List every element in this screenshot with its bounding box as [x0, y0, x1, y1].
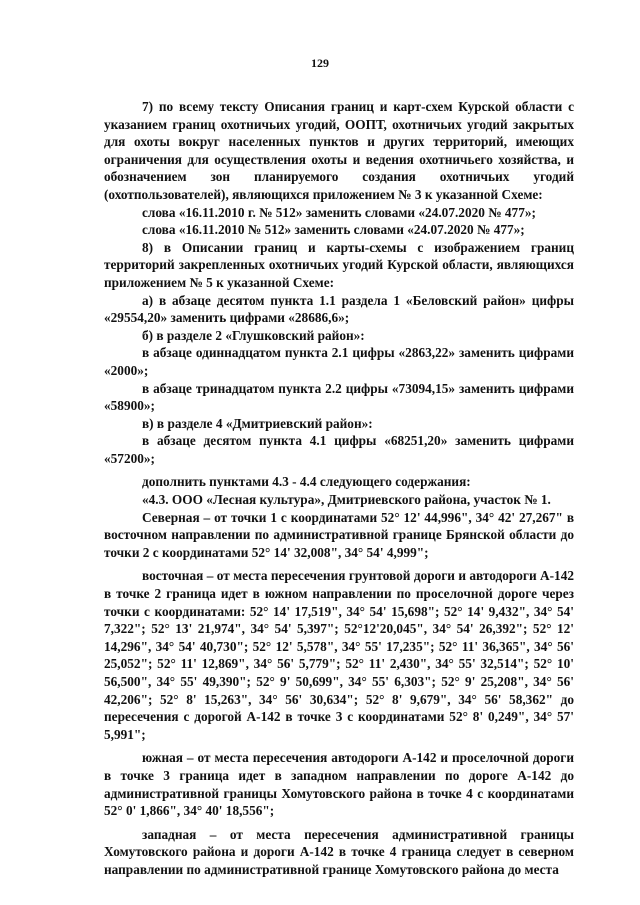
paragraph-item-8: 8) в Описании границ и карты-схемы с изображением границ территорий закрепленных охотничьих угодий Курской области, являющихся приложением № 5 к указанной Схеме: [104, 239, 574, 290]
paragraph-east-boundary: восточная – от места пересечения грунтовой дороги и автодороги А-142 в точке 2 граница идет в южном направлении по проселочной дороге через точки с координатами: 52° 14' 17,519", 34° 54' 15,698"; 52° 14' 9,432", 34° 54' 7,322"; 52° 13' 21,974", 34° 54' 5,397"; 52°12'20,045", 34° 54' 26,392"; 52° 12' 14,296", 34° 54' 40,730"; 52° 12' 5,578", 34° 55' 17,235"; 52° 11' 36,365", 34° 56' 25,052"; 52° 11' 12,869", 34° 56' 5,779"; 52° 11' 2,430", 34° 55' 32,514"; 52° 10' 56,500", 34° 55' 49,390"; 52° 9' 50,699", 34° 55' 6,303"; 52° 9' 25,208", 34° 56' 42,206"; 52° 8' 15,263", 34° 56' 30,634"; 52° 8' 9,679", 34° 56' 58,362" до пересечения с дорогой А-142 в точке 3 с координатами 52° 8' 0,249", 34° 57' 5,991"; [104, 568, 574, 742]
paragraph-replace-words-2: слова «16.11.2010 № 512» заменить словами «24.07.2020 № 477»; [142, 222, 525, 238]
paragraph-subitem-b: б) в разделе 2 «Глушковский район»: [142, 327, 365, 343]
page-number: 129 [311, 56, 329, 70]
paragraph-item-7: 7) по всему тексту Описания границ и карт-схем Курской области с указанием границ охотничьих угодий, ООПТ, охотничьих угодий закрытых для охоты вокруг населенных пунктов и других территорий, имеющих ограничения для осуществления охоты и ведения охотничьего хозяйства, и обозначением зон планируемого создания охотничьих угодий (охотпользователей), являющихся приложением № 3 к указанной Схеме: [104, 99, 574, 202]
paragraph-south-boundary: южная – от места пересечения автодороги А-142 и проселочной дороги в точке 3 граница идет в западном направлении по дороге А-142 до административной границы Хомутовского района в точке 4 с координатами 52° 0' 1,866", 34° 40' 18,556"; [104, 750, 574, 819]
paragraph-subitem-a: а) в абзаце десятом пункта 1.1 раздела 1 «Беловский район» цифры «29554,20» заменить цифрами «28686,6»; [104, 292, 574, 326]
paragraph-dmitriev-4-1: в абзаце десятом пункта 4.1 цифры «68251,20» заменить цифрами «57200»; [104, 433, 574, 466]
paragraph-item-4-3-heading: «4.3. ООО «Лесная культура», Дмитриевского района, участок № 1. [142, 492, 551, 508]
paragraph-glushkovo-2-1: в абзаце одиннадцатом пункта 2.1 цифры «2863,22» заменить цифрами «2000»; [104, 345, 574, 378]
paragraph-glushkovo-2-2: в абзаце тринадцатом пункта 2.2 цифры «73094,15» заменить цифрами «58900»; [104, 380, 574, 414]
paragraph-replace-words-1: слова «16.11.2010 г. № 512» заменить словами «24.07.2020 № 477»; [142, 204, 536, 220]
paragraph-add-items: дополнить пунктами 4.3 - 4.4 следующего содержания: [142, 474, 471, 490]
paragraph-north-boundary: Северная – от точки 1 с координатами 52° 12' 44,996", 34° 42' 27,267" в восточном направлении по административной границе Брянской области до точки 2 с координатами 52° 14' 32,008", 34° 54' 4,999"; [104, 509, 574, 560]
paragraph-west-boundary: западная – от места пересечения административной границы Хомутовского района и дороги А-142 в точке 4 граница следует в северном направлении по административной границе Хомутовского района до места [104, 826, 574, 877]
document-body [104, 98, 574, 879]
paragraph-subitem-v: в) в разделе 4 «Дмитриевский район»: [142, 415, 373, 431]
